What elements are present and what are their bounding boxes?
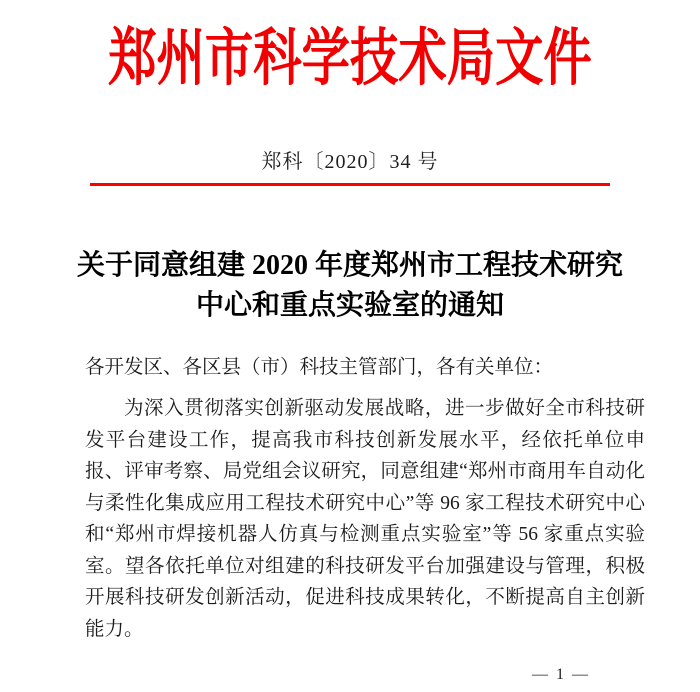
- salutation-line: 各开发区、各区县（市）科技主管部门，各有关单位：: [85, 356, 554, 378]
- notice-title-line-2: 中心和重点实验室的通知: [195, 289, 504, 321]
- body-paragraph: 为深入贯彻落实创新驱动发展战略，进一步做好全市科技研发平台建设工作，提高我市科技创新发展水平，经依托单位申报、评审考察、局党组会议研究，同意组建“郑州市商用车自动化与柔性化集成应用工程技术研究中心”等 96 家工程技术研究中心和“郑州市焊接机器人仿真与检测重点实验室”等 56 家重点实验室。望各依托单位对组建的科技研发平台加强建设与管理，积极开展科技研发创新活动，促进科技成果转化，不断提高自主创新能力。: [85, 398, 645, 640]
- notice-body: [85, 352, 645, 646]
- page-number: — 1 —: [532, 666, 590, 683]
- notice-title: [0, 246, 700, 326]
- agency-letterhead-title: 郑州市科学技术局文件: [108, 25, 592, 93]
- red-divider-rule: [90, 183, 610, 186]
- notice-title-line-1: 关于同意组建 2020 年度郑州市工程技术研究: [76, 249, 623, 281]
- document-reference-number: 郑科〔2020〕34 号: [261, 150, 439, 173]
